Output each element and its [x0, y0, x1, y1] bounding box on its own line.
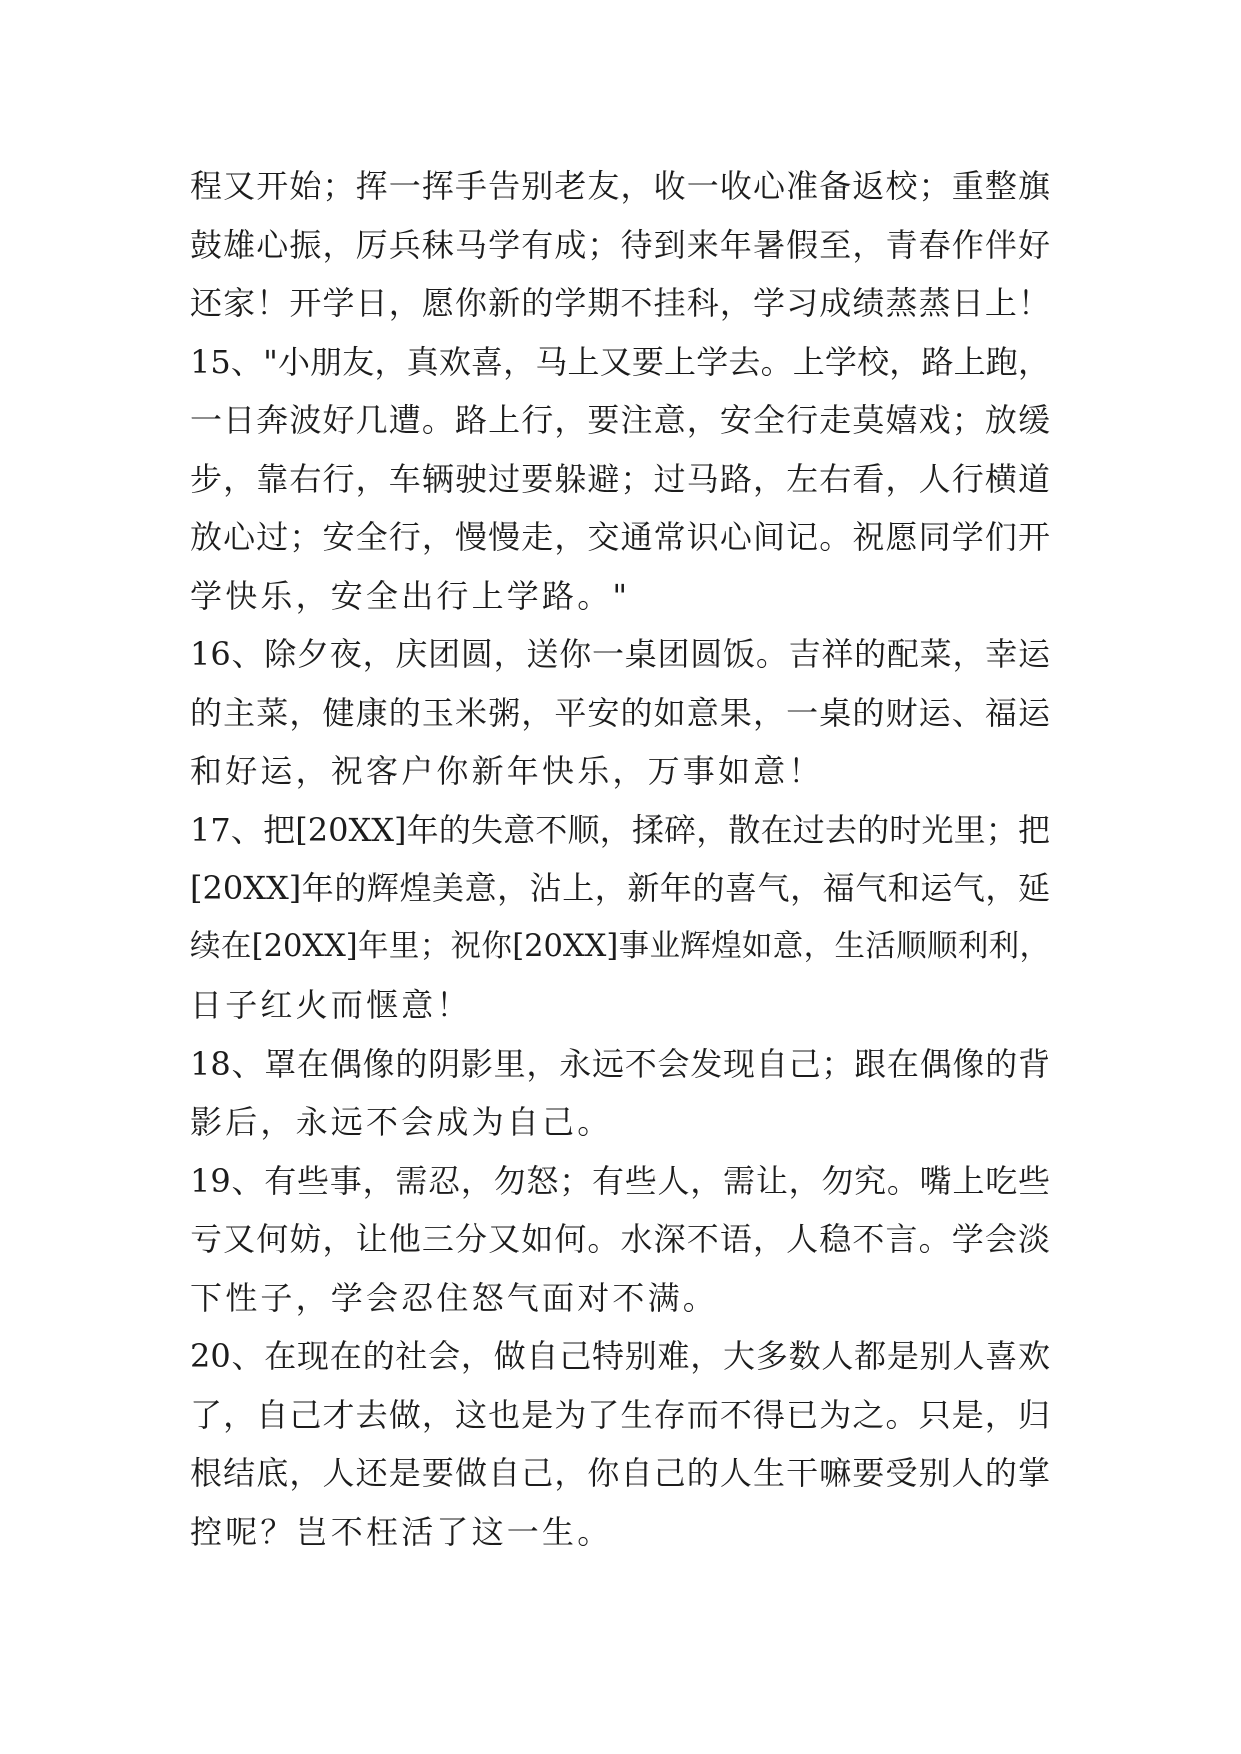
text-line: 日子红火而惬意！ [190, 986, 472, 1024]
text-line: 17、把[20XX]年的失意不顺，揉碎，散在过去的时光里；把 [190, 810, 1050, 849]
text-line: 亏又何妨，让他三分又如何。水深不语，人稳不言。学会淡 [190, 1220, 1050, 1258]
document-body [190, 157, 1050, 1561]
text-line: 了，自己才去做，这也是为了生存而不得已为之。只是，归 [190, 1395, 1050, 1434]
text-line: [20XX]年的辉煌美意，沾上，新年的喜气，福气和运气，延 [190, 869, 1050, 907]
text-line: 19、有些事，需忍，勿怒；有些人，需让，勿究。嘴上吃些 [190, 1161, 1050, 1200]
text-line: 的主菜，健康的玉米粥，平安的如意果，一桌的财运、福运 [190, 693, 1050, 732]
text-line: 18、罩在偶像的阴影里，永远不会发现自己；跟在偶像的背 [190, 1044, 1050, 1083]
text-line: 程又开始；挥一挥手告别老友，收一收心准备返校；重整旗 [190, 167, 1050, 205]
text-line: 根结底，人还是要做自己，你自己的人生干嘛要受别人的掌 [190, 1454, 1050, 1492]
text-line: 控呢？岂不枉活了这一生。 [190, 1512, 613, 1551]
text-line: 鼓雄心振，厉兵秣马学有成；待到来年暑假至，青春作伴好 [190, 225, 1050, 264]
text-line: 步，靠右行，车辆驶过要躲避；过马路，左右看，人行横道 [190, 459, 1050, 498]
text-line: 下性子，学会忍住怒气面对不满。 [190, 1278, 719, 1317]
text-line: 影后，永远不会成为自己。 [190, 1103, 613, 1141]
text-line: 放心过；安全行，慢慢走，交通常识心间记。祝愿同学们开 [190, 518, 1050, 556]
text-line: 学快乐，安全出行上学路。" [190, 576, 631, 615]
text-line: 续在[20XX]年里；祝你[20XX]事业辉煌如意，生活顺顺利利， [190, 928, 1050, 964]
text-line: 15、"小朋友，真欢喜，马上又要上学去。上学校，路上跑， [190, 342, 1050, 381]
text-line: 和好运，祝客户你新年快乐，万事如意！ [190, 752, 824, 790]
text-line: 16、除夕夜，庆团圆，送你一桌团圆饭。吉祥的配菜，幸运 [190, 635, 1050, 673]
text-line: 还家！开学日，愿你新的学期不挂科，学习成绩蒸蒸日上！ [190, 284, 1050, 322]
text-line: 一日奔波好几遭。路上行，要注意，安全行走莫嬉戏；放缓 [190, 401, 1050, 439]
text-line: 20、在现在的社会，做自己特别难，大多数人都是别人喜欢 [190, 1337, 1050, 1375]
